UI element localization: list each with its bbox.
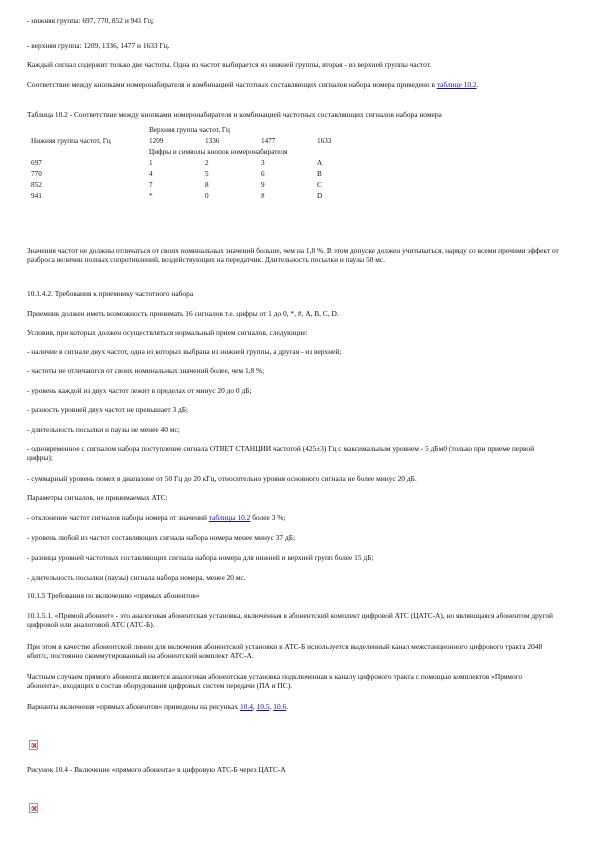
key-cell: C <box>317 181 322 189</box>
key-cell: A <box>317 159 323 167</box>
paragraph-signal: Каждый сигнал содержит только две частоты. Одна из частот выбирается из нижней группы, вторая - из верхней группы частот. <box>27 60 432 69</box>
key-cell: 0 <box>205 192 209 200</box>
param-item: - длительность посылки (паузы) сигнала набора номера, менее 20 мс. <box>27 573 246 582</box>
table-caption: Таблица 10.2 - Соответствие между кнопками номеронабирателя и комбинацией частотных составляющих сигналов набора номера <box>27 110 442 119</box>
table-row <box>31 180 377 191</box>
paragraph-correspondence <box>27 80 547 89</box>
lower-group-header: Нижняя группа частот, Гц <box>31 137 111 145</box>
table-header-freqs <box>31 136 377 147</box>
link-figure-10-5[interactable]: 10.5 <box>256 702 270 711</box>
condition-item: - суммарный уровень помех в диапазоне от 50 Гц до 20 кГц, относительно уровня основного сигнала не более минус 20 дБ. <box>27 474 417 483</box>
upper-freq-cell: 1209 <box>149 137 164 145</box>
key-cell: B <box>317 170 322 178</box>
paragraph-correspondence-text: Соответствие между кнопками номеронабирателя и комбинацией частотных составляющих сигналов набора номера приведено в <box>27 80 435 89</box>
paragraph-correspondence-end: . <box>476 80 479 89</box>
table-header-upper <box>31 125 377 136</box>
param-item-text: - отклонение частот сигналов набора номера от значений <box>27 513 207 522</box>
broken-image-icon[interactable]: × <box>31 741 38 750</box>
paragraph-direct-line: При этом в качестве абонентской линии для включения абонентской установки в АТС-Б используется выделенный канал межстанционного цифрового тракта 2048 кбит/с, постоянно скоммутированный на абонентский комплект АТС-А. <box>27 642 543 660</box>
table-header-buttons <box>31 147 377 158</box>
condition-item: - частоты не отличаются от своих номинальных значений более, чем 1,8 %; <box>27 366 265 375</box>
section-heading-receiver: 10.1.4.2. Требования к приемнику частотного набора <box>27 289 194 298</box>
figure-caption: Рисунок 10.4 - Включение «прямого абонента» в цифровую АТС-Б через ЦАТС-А <box>27 765 286 774</box>
key-cell: 5 <box>205 170 209 178</box>
separator-comma: , <box>252 702 255 711</box>
lower-freq-cell: 941 <box>31 192 42 200</box>
paragraph-variants <box>27 702 567 711</box>
param-item: - уровень любой из частот составляющих сигнала набора номера менее минус 37 дБ; <box>27 533 296 542</box>
bullet-high-group: - верхняя группа: 1209, 1336, 1477 и 1633 Гц. <box>27 41 170 50</box>
paragraph-receiver: Приемник должен иметь возможность принимать 16 сигналов т.е. цифры от 1 до 0, *, #, A, B, C, D. <box>27 309 339 318</box>
upper-freq-cell: 1477 <box>261 137 276 145</box>
link-table-10-2[interactable]: таблицы 10.2 <box>208 513 251 522</box>
broken-image-icon[interactable]: × <box>31 804 38 813</box>
separator-period: . <box>286 702 289 711</box>
lower-freq-cell: 770 <box>31 170 42 178</box>
paragraph-params: Параметры сигналов, не принимаемых АТС: <box>27 493 168 502</box>
paragraph-direct-special: Частным случаем прямого абонента является аналоговая абонентская установка подключенная к каналу цифрового тракта с помощью комплектов «Прямого абонента», входящих в состав оборудования цифровых систем передачи (ПА и ПС). <box>27 672 523 690</box>
key-cell: * <box>149 192 153 200</box>
key-cell: 8 <box>205 181 209 189</box>
key-cell: 9 <box>261 181 265 189</box>
condition-item: - одновременное с сигналом набора поступление сигнала ОТВЕТ СТАНЦИИ частотой (425±3) Гц с максимальным уровнем - 5 дБм0 (только при приеме первой цифры); <box>27 444 535 462</box>
paragraph-direct-definition: 10.1.5.1. «Прямой абонент» - это аналоговая абонентская установка, включенная в абонентский комплект цифровой АТС (ЦАТС-А), но являющаяся абонентом другой цифровой или аналоговой АТС (АТС-Б). <box>27 611 553 629</box>
lower-freq-cell: 697 <box>31 159 42 167</box>
link-table-10-2[interactable]: таблице 10.2 <box>436 80 477 89</box>
paragraph-deviation: Значения частот не должны отличаться от своих номинальных значений больше, чем на 1,8 %. В этом допуске должен учитываться, наряду со всеми прочими эффект от разброса величин полных сопротивлений, воздействующих на передатчик. Длительность посылки и паузы 50 мс. <box>27 246 559 264</box>
bullet-low-group: - нижняя группа: 697, 770, 852 и 941 Гц; <box>27 16 154 25</box>
upper-freq-cell: 1633 <box>317 137 332 145</box>
condition-item: - длительность посылки и паузы не менее 40 мс; <box>27 425 180 434</box>
condition-item: - разность уровней двух частот не превышает 3 дБ; <box>27 405 189 414</box>
key-cell: 3 <box>261 159 265 167</box>
lower-freq-cell: 852 <box>31 181 42 189</box>
frequency-table <box>31 125 377 202</box>
key-cell: 1 <box>149 159 153 167</box>
param-item: - разница уровней частотных составляющих сигнала набора номера для нижней и верхней групп более 15 дБ; <box>27 553 374 562</box>
paragraph-variants-text: Варианты включения «прямых абонентов» приведены на рисунках <box>27 702 239 711</box>
param-item <box>27 513 567 522</box>
separator-comma: , <box>269 702 272 711</box>
table-row <box>31 169 377 180</box>
condition-item: - наличие в сигнале двух частот, одна из которых выбрана из нижней группы, а другая - из верхней; <box>27 347 342 356</box>
key-cell: 7 <box>149 181 153 189</box>
param-item-text: более 3 %; <box>252 513 286 522</box>
key-cell: # <box>261 192 265 200</box>
table-row <box>31 158 377 169</box>
buttons-header: Цифры и символы кнопок номеронабирателя <box>149 148 288 156</box>
key-cell: 4 <box>149 170 153 178</box>
upper-group-header: Верхняя группа частот, Гц <box>149 126 230 134</box>
key-cell: D <box>317 192 323 200</box>
paragraph-conditions: Условия, при которых должен осуществляться нормальный прием сигналов, следующие: <box>27 328 308 337</box>
key-cell: 2 <box>205 159 209 167</box>
upper-freq-cell: 1336 <box>205 137 220 145</box>
link-figure-10-4[interactable]: 10.4 <box>239 702 253 711</box>
key-cell: 6 <box>261 170 265 178</box>
condition-item: - уровень каждой из двух частот лежит в пределах от минус 20 до 0 дБ; <box>27 386 252 395</box>
link-figure-10-6[interactable]: 10.6 <box>273 702 287 711</box>
section-heading-direct: 10.1.5 Требования по включению «прямых абонентов» <box>27 591 200 600</box>
table-row <box>31 191 377 202</box>
